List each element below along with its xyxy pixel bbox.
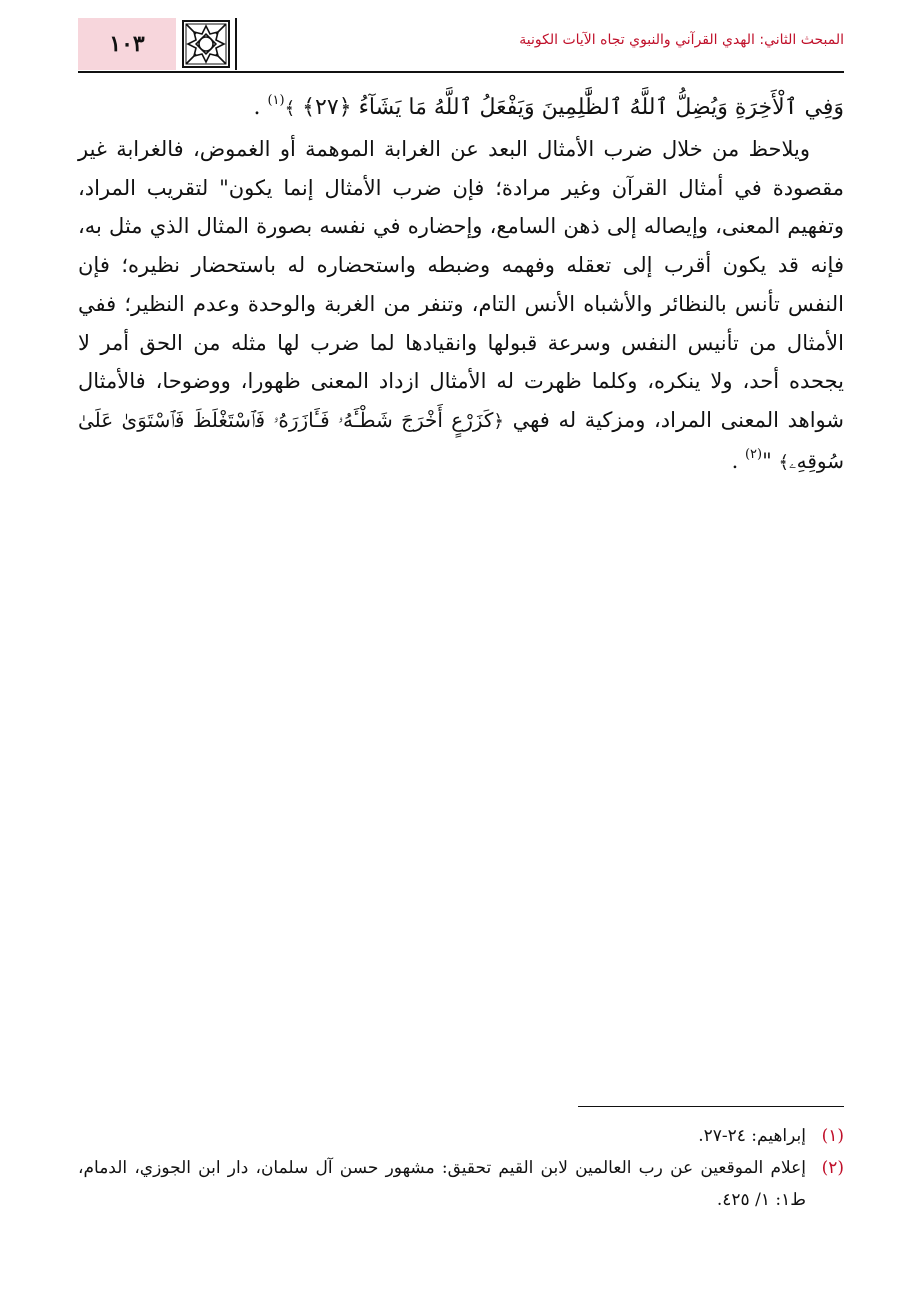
running-head-title: المبحث الثاني: الهدي القرآني والنبوي تجاه الآيات الكونية bbox=[519, 32, 844, 48]
closing-quote: " bbox=[762, 448, 772, 473]
header-divider bbox=[235, 18, 237, 70]
paragraph-text: ويلاحظ من خلال ضرب الأمثال البعد عن الغرابة الموهمة أو الغموض، فالغرابة غير مقصودة في أمثال القرآن وغير مرادة؛ فإن ضرب الأمثال إنما يكون" لتقريب المراد، وتفهيم المعنى، وإيصاله إلى ذهن السامع، وإحضاره في نفسه بصورة المثال الذي مثل به، فإنه قد يكون أقرب إلى تعقله وفهمه وضبطه واستحضاره له باستحضار نظيره؛ فإن النفس تأنس بالنظائر والأشباه الأنس التام، وتنفر من الغربة والوحدة وعدم النظير؛ ففي الأمثال من تأنيس النفس وسرعة قبولها وانقيادها لما ضرب لها مثله من الحق أمر لا يجحده أحد، ولا ينكره، وكلما ظهرت له الأمثال ازداد المعنى ظهورا، ووضوحا، فالأمثال شواهد المعنى المراد، ومزكية له فهي bbox=[78, 137, 844, 432]
quran-quote: كَزَرْعٍ أَخْرَجَ شَطْـَٔهُۥ فَـَٔازَرَهُۥ فَٱسْتَغْلَظَ فَٱسْتَوَىٰ عَلَىٰ سُوقِهِۦ bbox=[78, 407, 844, 473]
footnote-text: إبراهيم: ٢٤-٢٧. bbox=[698, 1126, 806, 1146]
quran-close-brace: ﴾ bbox=[778, 451, 790, 473]
ayah-number-marker: ﴿٢٧﴾ bbox=[302, 95, 352, 120]
body-paragraph bbox=[78, 130, 844, 484]
quran-open-brace: ﴿ bbox=[493, 410, 504, 432]
paragraph-end-period: . bbox=[731, 448, 739, 473]
verse-end-period: . bbox=[253, 95, 261, 120]
footnote-ref-1[interactable]: (١) bbox=[267, 93, 285, 108]
main-text bbox=[78, 86, 844, 484]
header-rule bbox=[78, 71, 844, 73]
footnote-number: (٢) bbox=[821, 1158, 844, 1178]
geometric-star-ornament-icon bbox=[182, 20, 230, 68]
quran-verse-line bbox=[78, 86, 844, 130]
page-number: ١٠٣ bbox=[109, 31, 145, 57]
footnote bbox=[78, 1120, 844, 1152]
page-header bbox=[78, 18, 844, 70]
footnote-ref-2[interactable]: (٢) bbox=[744, 446, 763, 462]
verse-close-brace: ﴾ bbox=[284, 98, 296, 119]
footnote-text: إعلام الموقعين عن رب العالمين لابن القيم تحقيق: مشهور حسن آل سلمان، دار ابن الجوزي، الدمام، ط١: ١/ ٤٢٥. bbox=[78, 1158, 806, 1210]
footnote bbox=[78, 1152, 844, 1216]
footnote-number: (١) bbox=[821, 1126, 844, 1146]
verse-text: وَفِي ٱلْأَخِرَةِ وَيُضِلُّ ٱللَّهُ ٱلظَّٰلِمِينَ وَيَفْعَلُ ٱللَّهُ مَا يَشَآءُ bbox=[358, 95, 844, 120]
footnotes bbox=[78, 1120, 844, 1216]
footnote-separator bbox=[578, 1106, 844, 1107]
